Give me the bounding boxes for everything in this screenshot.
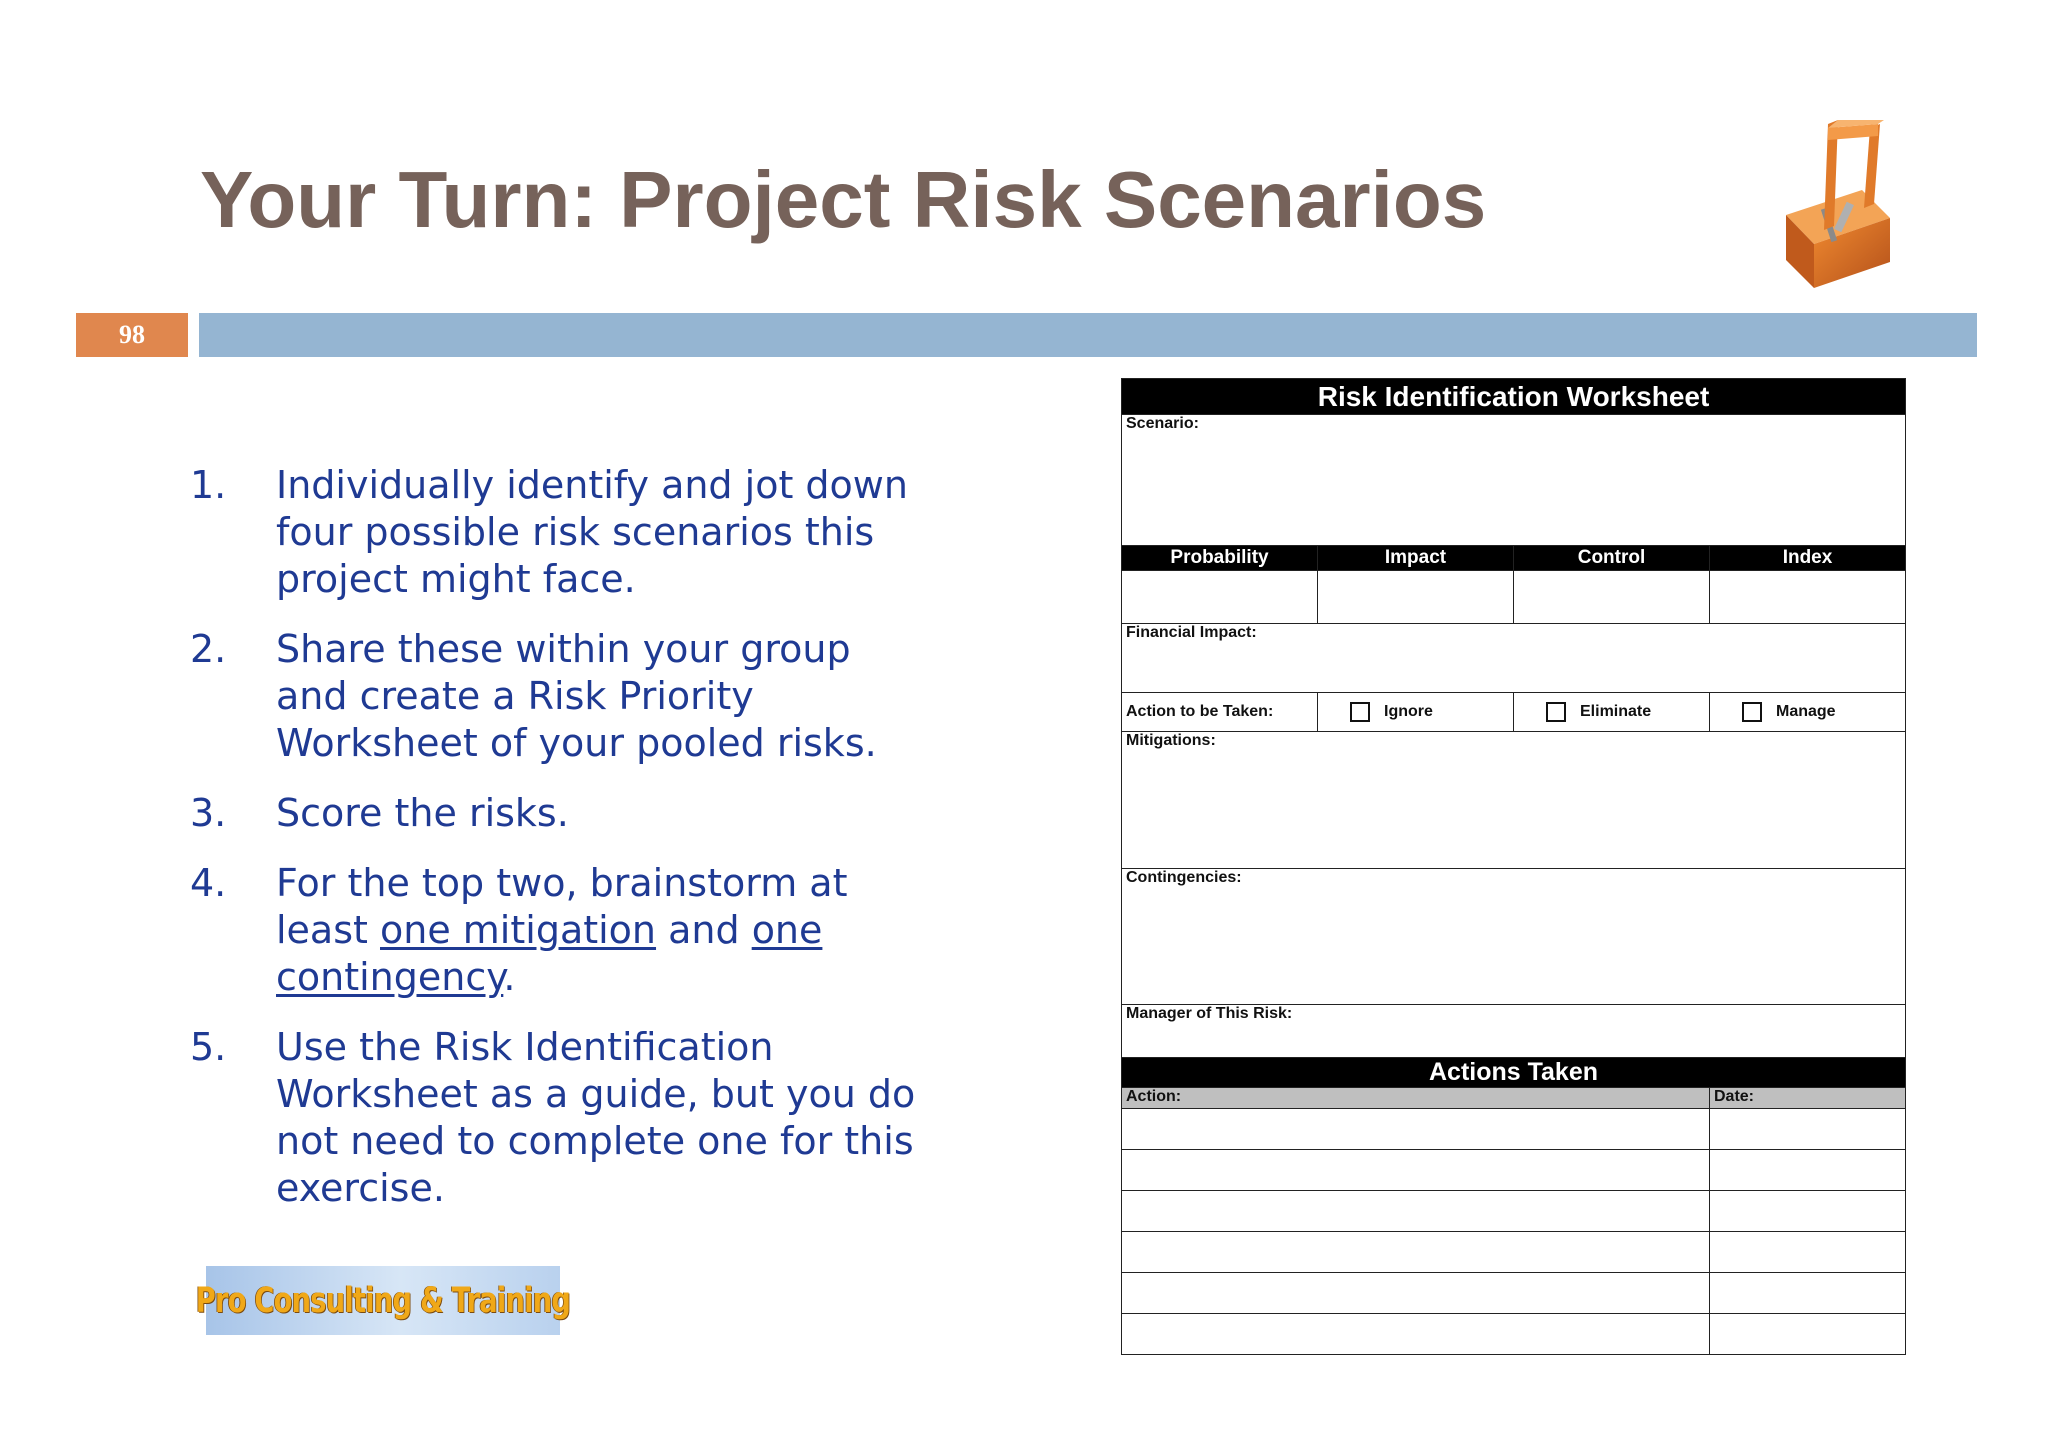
step-text <box>276 790 950 837</box>
date-column-header: Date: <box>1710 1088 1906 1109</box>
step-line: exercise. <box>276 1166 445 1210</box>
step-line: least <box>276 908 380 952</box>
instruction-list <box>190 462 950 1235</box>
eliminate-option <box>1518 702 1705 722</box>
ignore-checkbox <box>1350 702 1370 722</box>
action-row-cell <box>1122 1314 1710 1355</box>
date-row-cell <box>1710 1191 1906 1232</box>
option-ignore <box>1318 693 1514 732</box>
step-line: and create a Risk Priority <box>276 674 754 718</box>
step-text <box>276 626 950 767</box>
financial-impact-field: Financial Impact: <box>1122 624 1906 693</box>
step-number: 2. <box>190 627 227 671</box>
slide-title: Your Turn: Project Risk Scenarios <box>200 155 1487 244</box>
manage-label: Manage <box>1776 703 1836 720</box>
index-cell <box>1710 571 1906 624</box>
ignore-option <box>1322 702 1509 722</box>
action-row-cell <box>1122 1109 1710 1150</box>
eliminate-label: Eliminate <box>1580 703 1652 720</box>
risk-identification-worksheet <box>1121 378 1906 1355</box>
probability-cell <box>1122 571 1318 624</box>
control-cell <box>1514 571 1710 624</box>
company-logo <box>195 1266 571 1335</box>
step-line: not need to complete one for this <box>276 1119 914 1163</box>
impact-cell <box>1318 571 1514 624</box>
step-line: . <box>503 955 516 999</box>
date-row-cell <box>1710 1232 1906 1273</box>
list-item <box>190 790 950 837</box>
eliminate-checkbox <box>1546 702 1566 722</box>
scenario-field: Scenario: <box>1122 415 1906 546</box>
action-row-cell <box>1122 1232 1710 1273</box>
worksheet-title: Risk Identification Worksheet <box>1122 379 1906 415</box>
logo-text: Pro Consulting & Training <box>195 1280 571 1321</box>
step-number: 3. <box>190 791 227 835</box>
date-row-cell <box>1710 1109 1906 1150</box>
control-header: Control <box>1514 546 1710 571</box>
action-row-cell <box>1122 1150 1710 1191</box>
step-text <box>276 462 950 603</box>
slide-number: 98 <box>76 313 188 357</box>
step-line: project might face. <box>276 557 636 601</box>
list-item <box>190 1024 950 1212</box>
probability-header: Probability <box>1122 546 1318 571</box>
actions-taken-title: Actions Taken <box>1122 1058 1906 1088</box>
list-item <box>190 626 950 767</box>
list-item <box>190 860 950 1001</box>
index-header: Index <box>1710 546 1906 571</box>
manager-field: Manager of This Risk: <box>1122 1005 1906 1058</box>
step-number: 5. <box>190 1025 227 1069</box>
option-eliminate <box>1514 693 1710 732</box>
step-number: 4. <box>190 861 227 905</box>
manage-option <box>1714 702 1901 722</box>
step-line: Worksheet as a guide, but you do <box>276 1072 916 1116</box>
date-row-cell <box>1710 1314 1906 1355</box>
contingencies-field: Contingencies: <box>1122 869 1906 1005</box>
step-line: Share these within your group <box>276 627 851 671</box>
toolbox-icon <box>1766 120 1906 292</box>
date-row-cell <box>1710 1150 1906 1191</box>
mitigations-field: Mitigations: <box>1122 732 1906 869</box>
action-to-be-taken-label: Action to be Taken: <box>1122 693 1318 732</box>
option-manage <box>1710 693 1906 732</box>
step-line: Use the Risk Identification <box>276 1025 774 1069</box>
step-number: 1. <box>190 463 227 507</box>
step-line: Individually identify and jot down <box>276 463 908 507</box>
emphasis-contingency: contingency <box>276 955 504 999</box>
step-line: Score the risks. <box>276 791 569 835</box>
manage-checkbox <box>1742 702 1762 722</box>
date-row-cell <box>1710 1273 1906 1314</box>
action-row-cell <box>1122 1191 1710 1232</box>
list-item <box>190 462 950 603</box>
header-bar <box>199 313 1977 357</box>
step-line: For the top two, brainstorm at <box>276 861 848 905</box>
step-text <box>276 860 950 1001</box>
impact-header: Impact <box>1318 546 1514 571</box>
step-line: Worksheet of your pooled risks. <box>276 721 877 765</box>
step-line: four possible risk scenarios this <box>276 510 875 554</box>
emphasis-one: one <box>751 908 823 952</box>
step-text <box>276 1024 950 1212</box>
action-column-header: Action: <box>1122 1088 1710 1109</box>
ignore-label: Ignore <box>1384 703 1433 720</box>
action-row-cell <box>1122 1273 1710 1314</box>
emphasis-one-mitigation: one mitigation <box>380 908 657 952</box>
step-line: and <box>656 908 752 952</box>
